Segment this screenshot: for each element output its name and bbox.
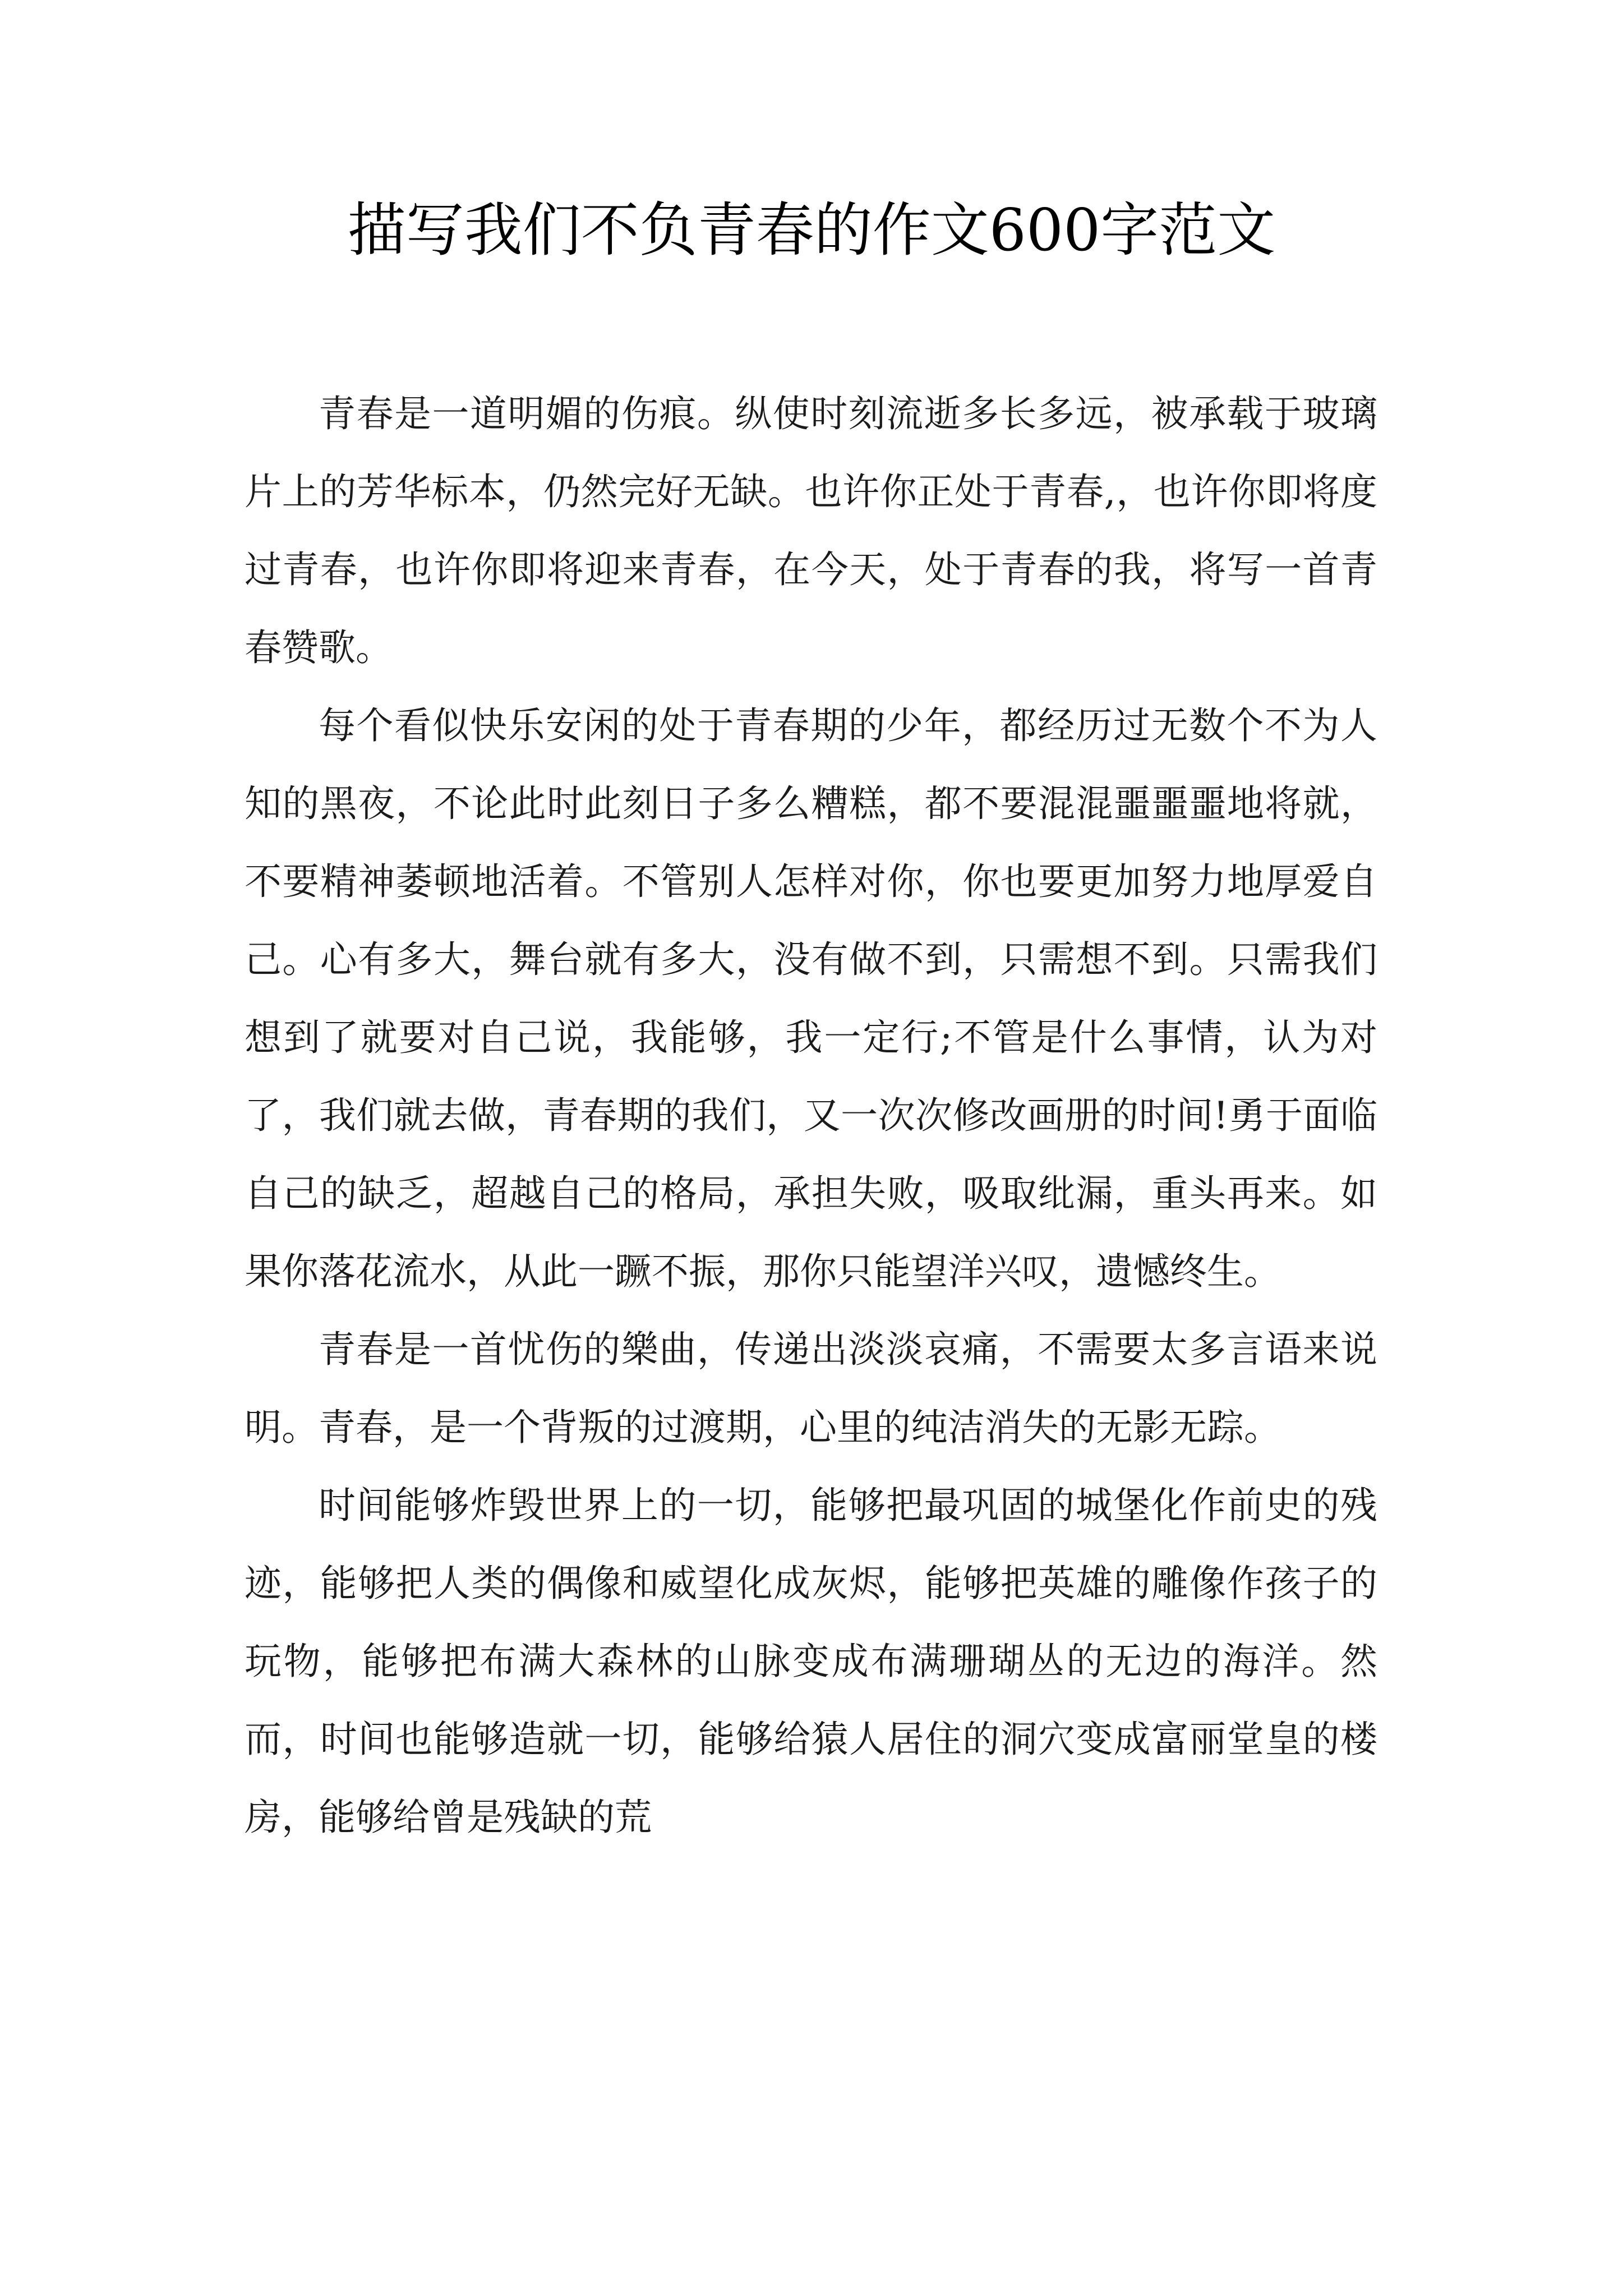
paragraph-1: 青春是一道明媚的伤痕。纵使时刻流逝多长多远，被承载于玻璃片上的芳华标本，仍然完好无缺。也许你正处于青春,，也许你即将度过青春，也许你即将迎来青春，在今天，处于青春的我，将写一首青春赞歌。: [245, 392, 1377, 669]
document-body: [245, 375, 1377, 1856]
document-title: 描写我们不负青春的作文600字范文: [347, 196, 1276, 264]
paragraph-2: 每个看似快乐安闲的处于青春期的少年，都经历过无数个不为人知的黑夜，不论此时此刻日子多么糟糕，都不要混混噩噩噩地将就，不要精神萎顿地活着。不管别人怎样对你，你也要更加努力地厚爱自己。心有多大，舞台就有多大，没有做不到，只需想不到。只需我们想到了就要对自己说，我能够，我一定行;不管是什么事情，认为对了，我们就去做，青春期的我们，又一次次修改画册的时间!勇于面临自己的缺乏，超越自己的格局，承担失败，吸取纰漏，重头再来。如果你落花流水，从此一蹶不振，那你只能望洋兴叹，遗憾终生。: [245, 704, 1377, 1293]
paragraph-3: 青春是一首忧伤的樂曲，传递出淡淡哀痛，不需要太多言语来说明。青春，是一个背叛的过渡期，心里的纯洁消失的无影无踪。: [245, 1328, 1377, 1449]
paragraph-4: 时间能够炸毁世界上的一切，能够把最巩固的城堡化作前史的残迹，能够把人类的偶像和威望化成灰烬，能够把英雄的雕像作孩子的玩物，能够把布满大森林的山脉变成布满珊瑚丛的无边的海洋。然而，时间也能够造就一切，能够给猿人居住的洞穴变成富丽堂皇的楼房，能够给曾是残缺的荒: [245, 1484, 1377, 1839]
